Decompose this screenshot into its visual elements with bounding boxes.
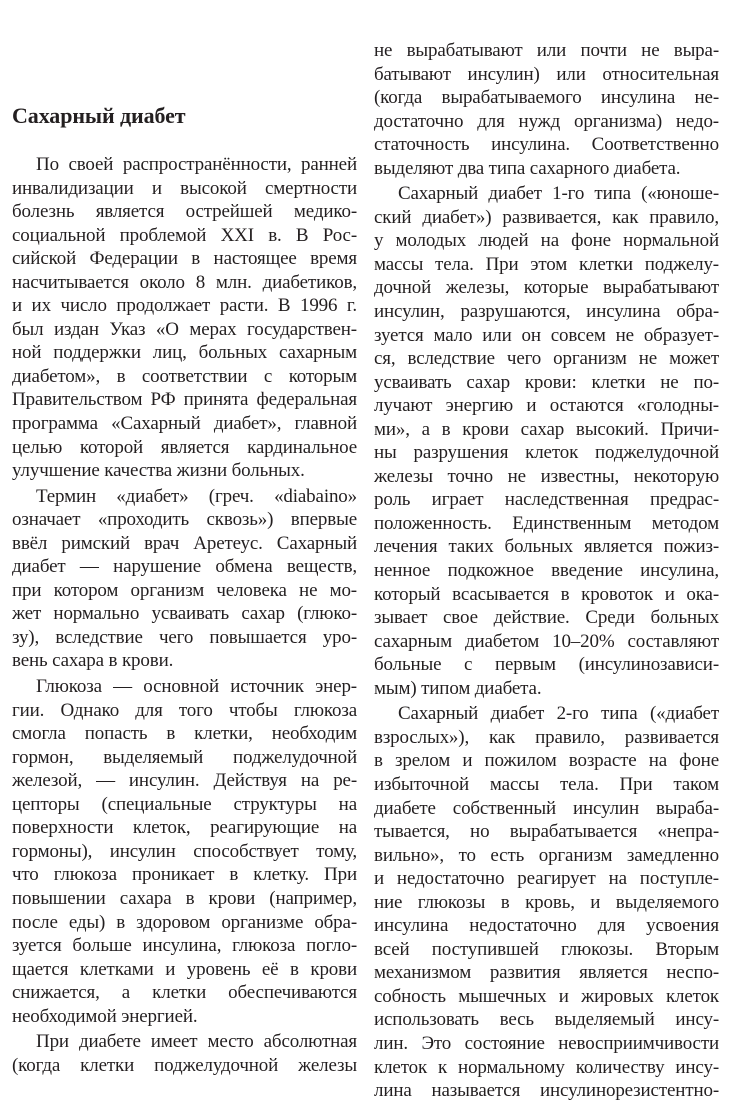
text-line: был издан Указ «О мерах государствен-	[12, 318, 357, 340]
text-line: улучшение качества жизни больных.	[12, 460, 305, 482]
text-line: повышении сахара в крови (например,	[12, 887, 357, 909]
text-line: насчитывается около 8 млн. диабетиков,	[12, 271, 357, 293]
text-line: вень сахара в крови.	[12, 650, 174, 672]
text-line: который всасывается в кровоток и ока-	[374, 583, 719, 605]
text-line: взрослых»), как правило, развивается	[374, 726, 719, 748]
text-line: и недостаточно реагирует на поступле-	[374, 868, 719, 890]
text-line: сийской Федерации в настоящее время	[12, 248, 357, 270]
text-line: массы тела. При этом клетки поджелу-	[374, 253, 719, 275]
text-line: смогла попасть в клетки, необходим	[12, 723, 357, 745]
text-line: гормон, выделяемый поджелудочной	[12, 746, 357, 768]
text-line: не вырабатывают или почти не выра-	[374, 40, 719, 61]
text-line: (когда клетки поджелудочной железы	[12, 1054, 357, 1076]
text-line: мым) типом диабета.	[374, 677, 542, 699]
text-line: снижается, а клетки обеспечиваются	[12, 982, 357, 1004]
text-line: (когда вырабатываемого инсулина не-	[374, 87, 719, 109]
text-line: у молодых людей на фоне нормальной	[374, 230, 719, 252]
text-line: зуется больше инсулина, глюкоза погло-	[12, 935, 357, 957]
text-line: зу), вследствие чего повышается уро-	[12, 626, 357, 648]
text-line: всей поступившей глюкозы. Вторым	[374, 938, 719, 960]
text-line: собность мышечных и жировых клеток	[374, 985, 719, 1007]
text-line: после еды) в здоровом организме обра-	[12, 911, 357, 933]
text-line: болезнь является острейшей медико-	[12, 201, 357, 223]
text-line: статочность инсулина. Соответственно	[374, 134, 719, 156]
text-line: социальной проблемой XXI в. В Рос-	[12, 224, 357, 246]
text-line: избыточной массы тела. При таком	[374, 773, 719, 795]
text-line: Термин «диабет» (греч. «diabaino»	[36, 485, 357, 507]
text-line: ский диабет») развивается, как правило,	[374, 206, 719, 228]
text-line: означает «проходить сквозь») впервые	[12, 509, 357, 531]
text-line: железы точно не известны, некоторую	[374, 465, 719, 487]
paragraph-insufficiency	[374, 39, 719, 180]
text-line: гормоны), инсулин способствует тому,	[12, 840, 357, 862]
text-line: выделяют два типа сахарного диабета.	[374, 157, 681, 179]
text-line: инсулин, разрушаются, инсулина обра-	[374, 301, 719, 323]
text-line: Сахарный диабет 2-го типа («диабет	[398, 703, 719, 725]
text-line: лечения таких больных является пожиз-	[374, 536, 719, 558]
text-line: ненное подкожное введение инсулина,	[374, 560, 719, 582]
text-line: Глюкоза — основной источник энер-	[36, 676, 357, 698]
left-column	[12, 153, 357, 1077]
paragraph-prevalence	[12, 153, 357, 483]
right-column	[374, 39, 719, 1103]
paragraph-type-1	[374, 182, 719, 700]
text-line: ной поддержки лиц, больных сахарным	[12, 342, 357, 364]
text-line: ние глюкозы в кровь, и выделяемого	[374, 891, 719, 913]
text-line: тывается, но вырабатывается «непра-	[374, 821, 719, 843]
text-line: роль играет наследственная предрас-	[374, 489, 719, 511]
paragraph-type-2	[374, 702, 719, 1102]
text-line: По своей распространённости, ранней	[36, 154, 357, 175]
text-line: лучают энергию и остаются «голодны-	[374, 395, 719, 417]
text-line: механизмом развития является неспо-	[374, 962, 719, 984]
text-line: использовать весь выделяемый инсу-	[374, 1009, 719, 1031]
text-line: при котором организм человека не мо-	[12, 579, 357, 601]
text-line: программа «Сахарный диабет», главной	[12, 413, 357, 435]
article-title: Сахарный диабет	[12, 103, 186, 128]
paragraph-diabetes-start	[12, 1030, 357, 1077]
text-line: поверхности клеток, реагирующие на	[12, 817, 357, 839]
text-line: щается клетками и уровень её в крови	[12, 958, 357, 980]
text-line: жет нормально усваивать сахар (глюко-	[12, 603, 357, 625]
text-line: вильно», то есть организм замедленно	[374, 844, 719, 866]
paragraph-term	[12, 485, 357, 673]
text-line: При диабете имеет место абсолютная	[36, 1031, 357, 1053]
text-line: лин. Это состояние невосприимчивости	[374, 1032, 719, 1054]
text-line: Правительством РФ принята федеральная	[12, 389, 357, 411]
text-line: цепторы (специальные структуры на	[12, 793, 357, 815]
text-line: и их число продолжает расти. В 1996 г.	[12, 295, 357, 317]
text-line: гии. Однако для того чтобы глюкоза	[12, 699, 357, 721]
text-line: диабете собственный инсулин выраба-	[374, 797, 719, 819]
text-line: целью которой является кардинальное	[12, 436, 357, 458]
text-line: положенность. Единственным методом	[374, 512, 719, 534]
paragraph-glucose	[12, 675, 357, 1028]
text-line: больные с первым (инсулинозависи-	[374, 654, 719, 676]
text-line: клеток к нормальному количеству инсу-	[374, 1056, 719, 1078]
text-line: дочной железы, которые вырабатывают	[374, 277, 719, 299]
text-line: диабетом», в соответствии с которым	[12, 365, 357, 387]
text-line: достаточно для нужд организма) недо-	[374, 110, 719, 132]
text-line: батывают инсулин) или относительная	[374, 63, 719, 85]
text-line: сахарным диабетом 10–20% составляют	[374, 630, 719, 652]
text-line: зуется мало или он совсем не образует-	[374, 324, 719, 346]
text-line: диабет — нарушение обмена веществ,	[12, 556, 357, 578]
text-line: Сахарный диабет 1-го типа («юноше-	[398, 183, 719, 205]
text-line: лина называется инсулинорезистентно-	[374, 1080, 719, 1102]
text-line: в зрелом и пожилом возрасте на фоне	[374, 750, 719, 772]
text-line: ми», а в крови сахар высокий. Причи-	[374, 418, 719, 440]
text-line: железой, — инсулин. Действуя на ре-	[12, 770, 357, 792]
text-line: инсулина недостаточно для усвоения	[374, 915, 719, 937]
text-line: что глюкоза проникает в клетку. При	[12, 864, 357, 886]
text-line: инвалидизации и высокой смертности	[12, 177, 357, 199]
text-line: ны разрушения клеток поджелудочной	[374, 442, 719, 464]
text-line: ся, вследствие чего организм не может	[374, 348, 719, 370]
text-line: зывает свое действие. Среди больных	[374, 607, 719, 629]
text-line: усваивать сахар крови: клетки не по-	[374, 371, 719, 393]
text-line: необходимой энергией.	[12, 1005, 198, 1027]
text-line: ввёл римский врач Аретеус. Сахарный	[12, 532, 357, 554]
